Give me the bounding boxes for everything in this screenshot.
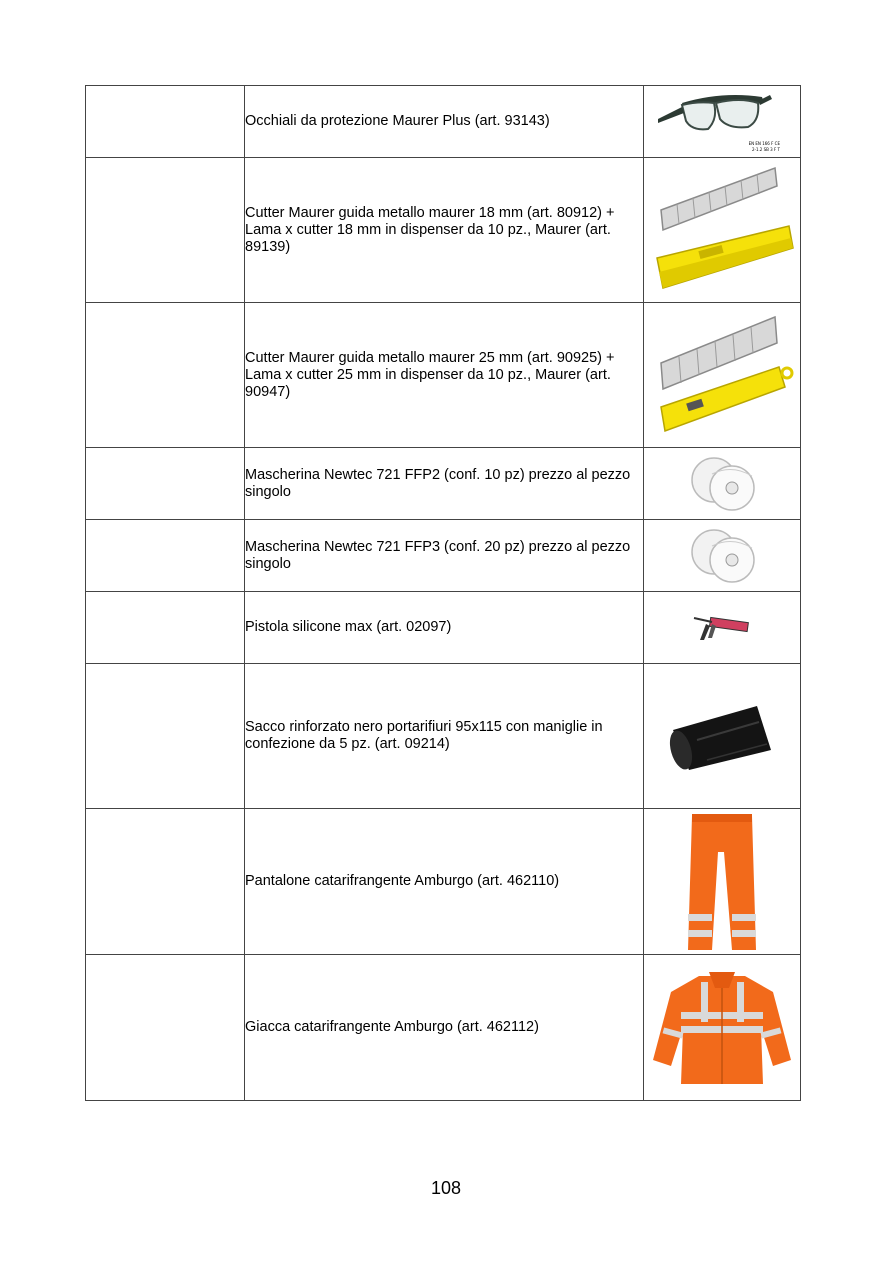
safety-glasses-icon (652, 89, 792, 155)
product-description: Occhiali da protezione Maurer Plus (art. 93143) (245, 113, 550, 129)
product-image-cell (644, 592, 801, 664)
product-image-cell (644, 520, 801, 592)
product-description: Sacco rinforzato nero portarifiuri 95x115 con maniglie in confezione da 5 pz. (art. 09214) (245, 719, 603, 752)
product-description-cell (245, 158, 644, 303)
product-description: Giacca catarifrangente Amburgo (art. 462112) (245, 1019, 539, 1035)
product-image-cell (644, 303, 801, 448)
product-description-cell (245, 955, 644, 1101)
product-description-cell (245, 303, 644, 448)
table-row (86, 86, 801, 158)
page-number: 108 (430, 1178, 462, 1198)
product-image-cell (644, 664, 801, 809)
product-description-cell (245, 448, 644, 520)
table-row (86, 809, 801, 955)
ffp2-mask-icon (682, 452, 762, 516)
product-image-cell (644, 86, 801, 158)
empty-cell (86, 303, 245, 448)
product-description-cell (245, 664, 644, 809)
empty-cell (86, 158, 245, 303)
product-description: Cutter Maurer guida metallo maurer 25 mm (art. 90925) + Lama x cutter 25 mm in dispenser da 10 pz., Maurer (art. 90947) (245, 349, 615, 400)
product-image-cell (644, 955, 801, 1101)
product-table (85, 85, 801, 1101)
empty-cell (86, 592, 245, 664)
empty-cell (86, 448, 245, 520)
cutter-25mm-icon (647, 307, 797, 443)
product-image-cell (644, 158, 801, 303)
table-row (86, 520, 801, 592)
product-description: Mascherina Newtec 721 FFP3 (conf. 20 pz) prezzo al pezzo singolo (245, 538, 631, 572)
product-description-cell (245, 809, 644, 955)
silicone-gun-icon (690, 610, 754, 646)
empty-cell (86, 955, 245, 1101)
product-image-cell (644, 809, 801, 955)
product-description-cell (245, 86, 644, 158)
table-row (86, 158, 801, 303)
reflective-trousers-icon (686, 812, 758, 952)
product-description: Mascherina Newtec 721 FFP2 (conf. 10 pz) prezzo al pezzo singolo (245, 466, 631, 500)
product-description-cell (245, 520, 644, 592)
table-row (86, 955, 801, 1101)
product-description: Cutter Maurer guida metallo maurer 18 mm (art. 80912) + Lama x cutter 18 mm in dispenser da 10 pz., Maurer (art. 89139) (245, 204, 615, 255)
ffp3-mask-icon (682, 524, 762, 588)
table-row (86, 448, 801, 520)
product-description: Pistola silicone max (art. 02097) (245, 619, 452, 635)
empty-cell (86, 809, 245, 955)
empty-cell (86, 664, 245, 809)
product-image-cell (644, 448, 801, 520)
empty-cell (86, 520, 245, 592)
garbage-bag-roll-icon (667, 700, 777, 772)
certification-line-2: 2-1.2 SB 3 F T (751, 146, 780, 152)
cutter-18mm-icon (647, 162, 797, 298)
product-description-cell (245, 592, 644, 664)
certification-line-1: EN EN 166 F CE (748, 140, 780, 146)
empty-cell (86, 86, 245, 158)
table-row (86, 592, 801, 664)
reflective-jacket-icon (649, 968, 795, 1088)
product-description: Pantalone catarifrangente Amburgo (art. 462110) (245, 873, 560, 889)
table-row (86, 664, 801, 809)
table-row (86, 303, 801, 448)
